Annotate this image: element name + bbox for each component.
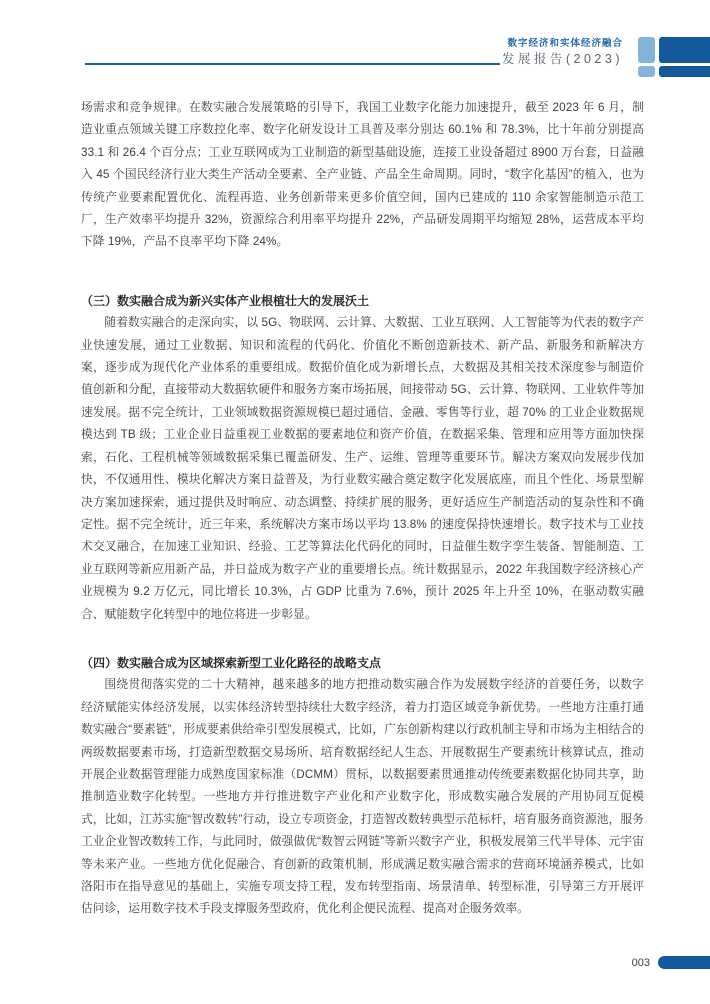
page-footer bbox=[632, 956, 710, 969]
decor-light-segment-bottom bbox=[638, 66, 655, 77]
header-title-line2: 发展报告(2023) bbox=[501, 51, 623, 66]
decor-light-segment-top bbox=[638, 37, 655, 63]
section-3-paragraph: 随着数实融合的走深向实，以 5G、物联网、云计算、大数据、工业互联网、人工智能等为代表的数字产业快速发展，通过工业数据、知识和流程的代码化、价值化不断创造新技术、新产品、新服务和新解决方案，逐步成为现代化产业体系的重要组成。数据价值化成为新增长点，大数据及其相关技术深度参与制造价值创新和分配，直接带动大数据软硬件和服务方案市场拓展，间接带动 5G、云计算、物联网、工业软件等加速发展。据不完全统计，工业领域数据资源规模已超过通信、金融、零售等行业，超 70% 的工业企业数据规模达到 TB 级；工业企业日益重视工业数据的要素地位和资产价值，在数据采集、管理和应用等方面加快探索，石化、工程机械等领域数据采集已覆盖研发、生产、运维、管理等重要环节。解决方案双向发展步伐加快，不仅通用性、模块化解决方案日益普及，为行业数实融合奠定数字化发展底座，而且个性化、场景型解决方案加速探索，通过提供及时响应、动态调整、持续扩展的服务，更好适应生产制造活动的复杂性和不确定性。据不完全统计，近三年来，系统解决方案市场以平均 13.8% 的速度保持快速增长。数字技术与工业技术交叉融合，在加速工业知识、经验、工艺等算法化代码化的同时，日益催生数字孪生装备、智能制造、工业互联网等新应用新产品，并日益成为数字产业的重要增长点。统计数据显示，2022 年我国数字经济核心产业规模为 9.2 万亿元，同比增长 10.3%，占 GDP 比重为 7.6%，预计 2025 年上升至 10%，在驱动数实融合、赋能数字化转型中的地位将进一步彰显。 bbox=[81, 316, 644, 621]
section-heading-4: （四）数实融合成为区域探索新型工业化路径的战略支点 bbox=[81, 655, 382, 670]
decor-light-bar bbox=[638, 37, 655, 77]
page-header bbox=[502, 39, 623, 65]
header-title-line1: 数字经济和实体经济融合 bbox=[507, 38, 623, 49]
decor-dark-segment-bottom bbox=[659, 66, 710, 77]
footer-accent-bar bbox=[658, 956, 710, 969]
page-number: 003 bbox=[631, 956, 650, 969]
decor-dark-bar bbox=[659, 37, 710, 77]
header-rule bbox=[85, 63, 500, 65]
section-heading-3: （三）数实融合成为新兴实体产业根植壮大的发展沃土 bbox=[81, 293, 370, 308]
paragraph-continuation: 场需求和竞争规律。在数实融合发展策略的引导下，我国工业数字化能力加速提升，截至 2023 年 6 月，制造业重点领域关键工序数控化率、数字化研发设计工具普及率分别达 60.1% 和 78.3%，比十年前分别提高 33.1 和 26.4 个百分点；工业互联网成为工业制造的新型基础设施，连接工业设备超过 8900 万台套，日益融入 45 个国民经济行业大类生产活动全要素、全产业链、产品全生命周期。同时，“数字化基因”的植入，也为传统产业要素配置优化、流程再造、业务创新带来更多价值空间，国内已建成的 110 余家智能制造示范工厂，生产效率平均提升 32%，资源综合利用率平均提升 22%，产品研发周期平均缩短 28%，运营成本平均下降 19%，产品不良率平均下降 24%。 bbox=[81, 101, 644, 249]
section-4-paragraph: 围绕贯彻落实党的二十大精神，越来越多的地方把推动数实融合作为发展数字经济的首要任务，以数字经济赋能实体经济发展，以实体经济转型持续壮大数字经济，着力打造区域竞争新优势。一些地方注重打通数实融合“要素链”，形成要素供给牵引型发展模式，比如，广东创新构建以行政机制主导和市场为主相结合的两级数据要素市场，打造新型数据交易场所、培育数据经纪人生态、开展数据生产要素统计核算试点，推动开展企业数据管理能力成熟度国家标准（DCMM）贯标，以数据要素贯通推动传统要素数据化协同共享，助推制造业数字化转型。一些地方并行推进数字产业化和产业数字化，形成数实融合发展的产用协同互促模式，比如，江苏实施“智改数转”行动，设立专项资金，打造智改数转典型示范标杆，培育服务商资源池，服务工业企业智改数转工作，与此同时，做强做优“数智云网链”等新兴数字产业，积极发展第三代半导体、元宇宙等未来产业。一些地方优化促融合、育创新的政策机制，形成满足数实融合需求的营商环境涵养模式，比如洛阳市在指导意见的基础上，实施专项支持工程，发布转型指南、场景清单、转型标准，引导第三方开展评估问诊，运用数字技术手段支撑服务型政府，优化利企便民流程、提高对企服务效率。 bbox=[81, 678, 644, 916]
decor-dark-segment-top bbox=[659, 37, 710, 63]
header-decoration bbox=[638, 37, 710, 77]
